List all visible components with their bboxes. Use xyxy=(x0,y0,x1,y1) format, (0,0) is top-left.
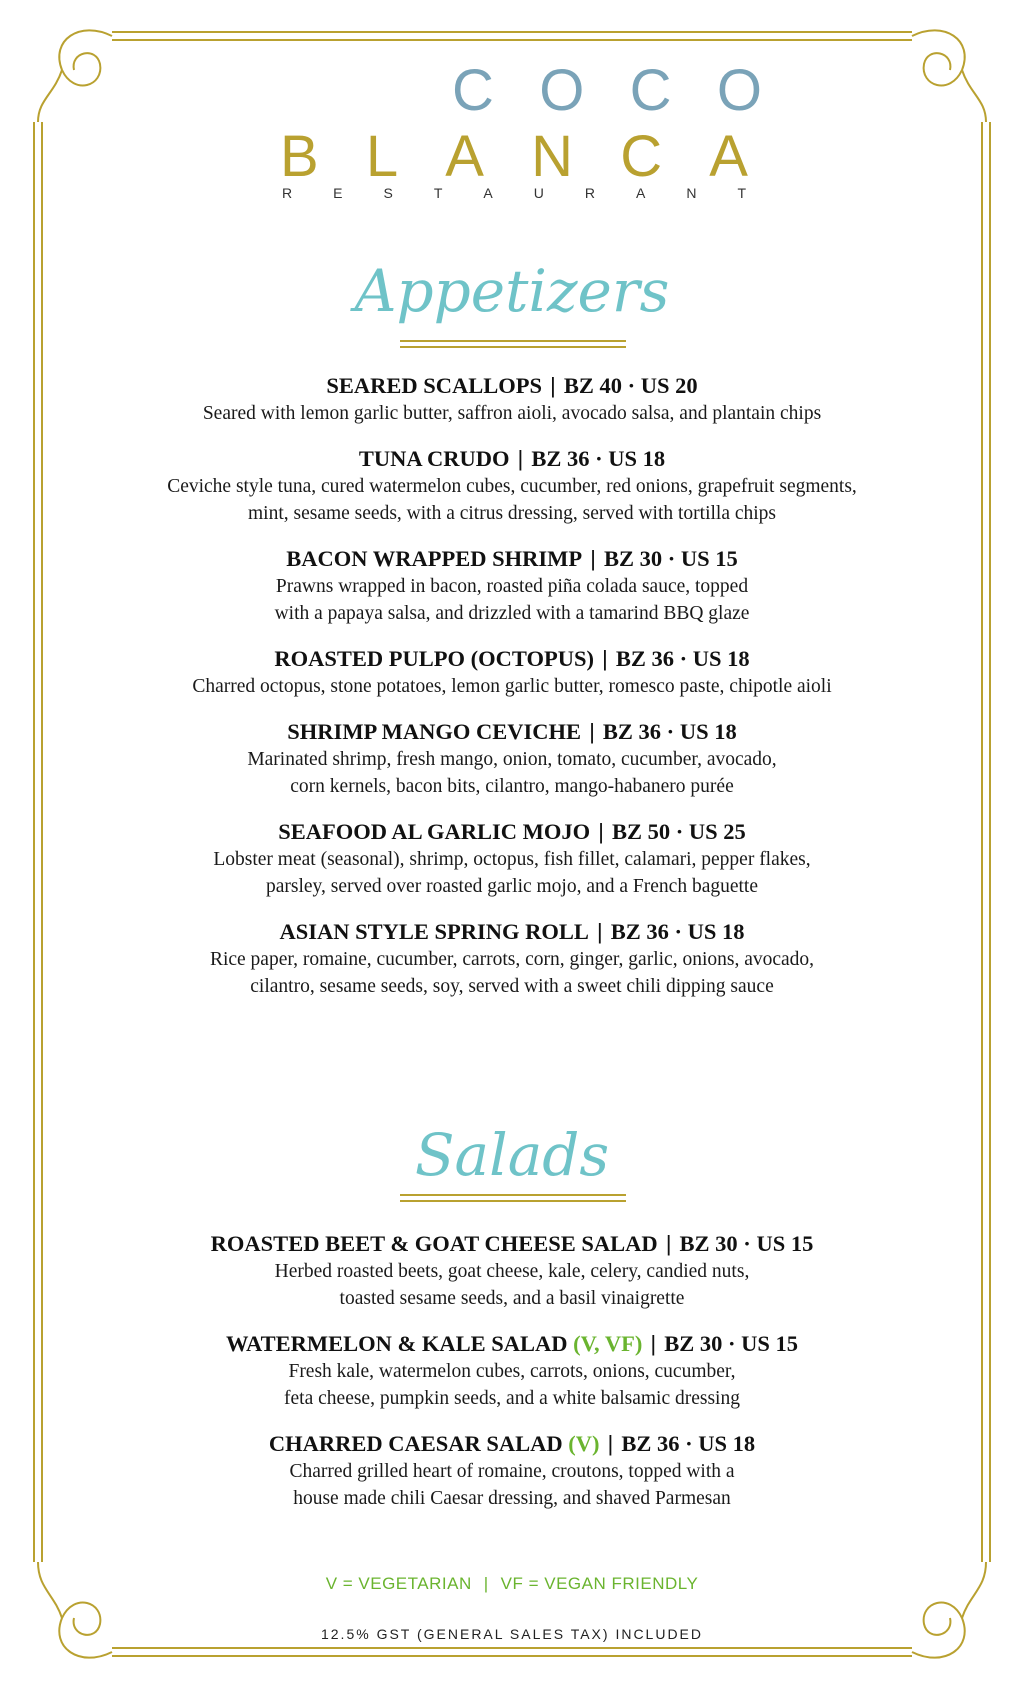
menu-item-description: Ceviche style tuna, cured watermelon cubes, cucumber, red onions, grapefruit segments, mint, sesame seeds, with a citrus dressing, served with tortilla chips xyxy=(167,476,857,524)
price-separator: | xyxy=(607,1431,614,1456)
menu-item-price: BZ 36 · US 18 xyxy=(610,919,745,944)
menu-item-price: BZ 40 · US 20 xyxy=(563,373,698,398)
menu-item xyxy=(0,718,1024,800)
logo-letter: B xyxy=(280,124,319,189)
logo-letter: U xyxy=(533,185,544,201)
menu-item-heading xyxy=(0,645,1024,673)
logo-letter: T xyxy=(737,185,746,201)
legend-vegan-friendly: VF = VEGAN FRIENDLY xyxy=(500,1574,699,1593)
price-separator: | xyxy=(596,919,603,944)
menu-item-heading xyxy=(0,818,1024,846)
menu-item-description: Lobster meat (seasonal), shrimp, octopus, fish fillet, calamari, pepper flakes, parsley, served over roasted garlic mojo, and a French baguette xyxy=(213,849,811,897)
diet-legend xyxy=(0,1574,1024,1594)
menu-item-description: Rice paper, romaine, cucumber, carrots, corn, ginger, garlic, onions, avocado, cilantro, sesame seeds, soy, served with a sweet chili dipping sauce xyxy=(209,949,815,997)
salads-heading: Salads xyxy=(414,1121,610,1189)
menu-item xyxy=(0,1430,1024,1512)
menu-item-price: BZ 36 · US 18 xyxy=(531,446,666,471)
menu-item-description: Charred grilled heart of romaine, croutons, topped with a house made chili Caesar dressing, and shaved Parmesan xyxy=(289,1461,735,1509)
logo-letter: N xyxy=(686,185,697,201)
menu-item-price: BZ 36 · US 18 xyxy=(602,719,737,744)
menu-item-diet-tag: (V) xyxy=(568,1431,600,1456)
menu-item-name: SEARED SCALLOPS xyxy=(326,373,543,398)
menu-item-name: BACON WRAPPED SHRIMP xyxy=(286,546,583,571)
logo-letter: S xyxy=(383,185,393,201)
menu-item xyxy=(0,645,1024,700)
logo-letter: R xyxy=(584,185,595,201)
menu-item xyxy=(0,545,1024,627)
logo-letter: N xyxy=(531,124,574,189)
menu-item xyxy=(0,445,1024,527)
menu-item-description: Herbed roasted beets, goat cheese, kale, celery, candied nuts, toasted sesame seeds, and a basil vinaigrette xyxy=(274,1261,750,1309)
menu-item-name: SEAFOOD AL GARLIC MOJO xyxy=(278,819,591,844)
menu-item-heading xyxy=(0,918,1024,946)
menu-item-name: ROASTED PULPO (OCTOPUS) xyxy=(274,646,594,671)
logo-letter: C xyxy=(620,124,663,189)
menu-item-name: TUNA CRUDO xyxy=(358,446,510,471)
menu-item-heading xyxy=(0,445,1024,473)
price-separator: | xyxy=(517,446,524,471)
price-separator: | xyxy=(598,819,604,844)
menu-item-price: BZ 36 · US 18 xyxy=(621,1431,756,1456)
logo-letter: A xyxy=(709,124,748,189)
menu-item xyxy=(0,372,1024,427)
menu-item xyxy=(0,818,1024,900)
menu-item-name: ASIAN STYLE SPRING ROLL xyxy=(279,919,589,944)
price-separator: | xyxy=(665,1231,672,1256)
menu-item-heading xyxy=(0,1430,1024,1458)
price-separator: | xyxy=(550,373,556,398)
menu-item xyxy=(0,1330,1024,1412)
logo-line-restaurant xyxy=(282,186,746,200)
menu-item xyxy=(0,1230,1024,1312)
menu-item-price: BZ 30 · US 15 xyxy=(679,1231,814,1256)
logo-letter: A xyxy=(445,124,484,189)
price-separator: | xyxy=(650,1331,657,1356)
price-separator: | xyxy=(590,546,596,571)
menu-item-heading xyxy=(0,1330,1024,1358)
legend-vegetarian: V = VEGETARIAN xyxy=(325,1574,472,1593)
menu-item xyxy=(0,918,1024,1000)
appetizers-heading-rule xyxy=(400,340,626,348)
price-separator: | xyxy=(589,719,595,744)
logo-letter: O xyxy=(716,58,762,123)
menu-item-description: Fresh kale, watermelon cubes, carrots, onions, cucumber, feta cheese, pumpkin seeds, and a white balsamic dressing xyxy=(284,1361,740,1409)
logo-letter: A xyxy=(483,185,493,201)
menu-item-heading xyxy=(0,545,1024,573)
appetizers-heading: Appetizers xyxy=(354,257,670,325)
menu-item-description: Charred octopus, stone potatoes, lemon garlic butter, romesco paste, chipotle aioli xyxy=(192,676,832,697)
menu-item-heading xyxy=(0,718,1024,746)
menu-item-price: BZ 30 · US 15 xyxy=(603,546,738,571)
logo-letter: T xyxy=(433,185,443,201)
logo-letter: E xyxy=(333,185,343,201)
menu-item-description: Marinated shrimp, fresh mango, onion, tomato, cucumber, avocado, corn kernels, bacon bits, cilantro, mango-habanero purée xyxy=(247,749,777,797)
menu-item-price: BZ 36 · US 18 xyxy=(615,646,750,671)
logo-letter: C xyxy=(629,58,672,123)
price-separator: | xyxy=(601,646,608,671)
menu-item-heading xyxy=(0,372,1024,400)
menu-item-name: ROASTED BEET & GOAT CHEESE SALAD xyxy=(210,1231,658,1256)
logo-letter: L xyxy=(365,124,399,189)
menu-item-heading xyxy=(0,1230,1024,1258)
logo-letter: C xyxy=(452,58,494,123)
salads-heading-rule xyxy=(400,1194,626,1202)
menu-item-description: Seared with lemon garlic butter, saffron aioli, avocado salsa, and plantain chips xyxy=(202,403,822,424)
menu-item-name: WATERMELON & KALE SALAD xyxy=(226,1331,568,1356)
legend-separator: | xyxy=(483,1574,489,1593)
menu-item-price: BZ 50 · US 25 xyxy=(612,819,746,844)
menu-item-name: SHRIMP MANGO CEVICHE xyxy=(287,719,582,744)
menu-item-price: BZ 30 · US 15 xyxy=(664,1331,798,1356)
menu-item-diet-tag: (V, VF) xyxy=(573,1331,643,1356)
logo-letter: A xyxy=(635,185,646,201)
appetizers-list xyxy=(0,372,1024,1018)
tax-note: 12.5% GST (GENERAL SALES TAX) INCLUDED xyxy=(320,1626,704,1642)
logo-letter: O xyxy=(539,58,585,123)
salads-list xyxy=(0,1230,1024,1530)
logo-line-coco xyxy=(452,58,762,123)
logo-line-blanca xyxy=(280,124,748,189)
logo-letter: R xyxy=(282,185,293,201)
menu-item-description: Prawns wrapped in bacon, roasted piña colada sauce, topped with a papaya salsa, and drizzled with a tamarind BBQ glaze xyxy=(274,576,750,624)
menu-item-name: CHARRED CAESAR SALAD xyxy=(268,1431,563,1456)
